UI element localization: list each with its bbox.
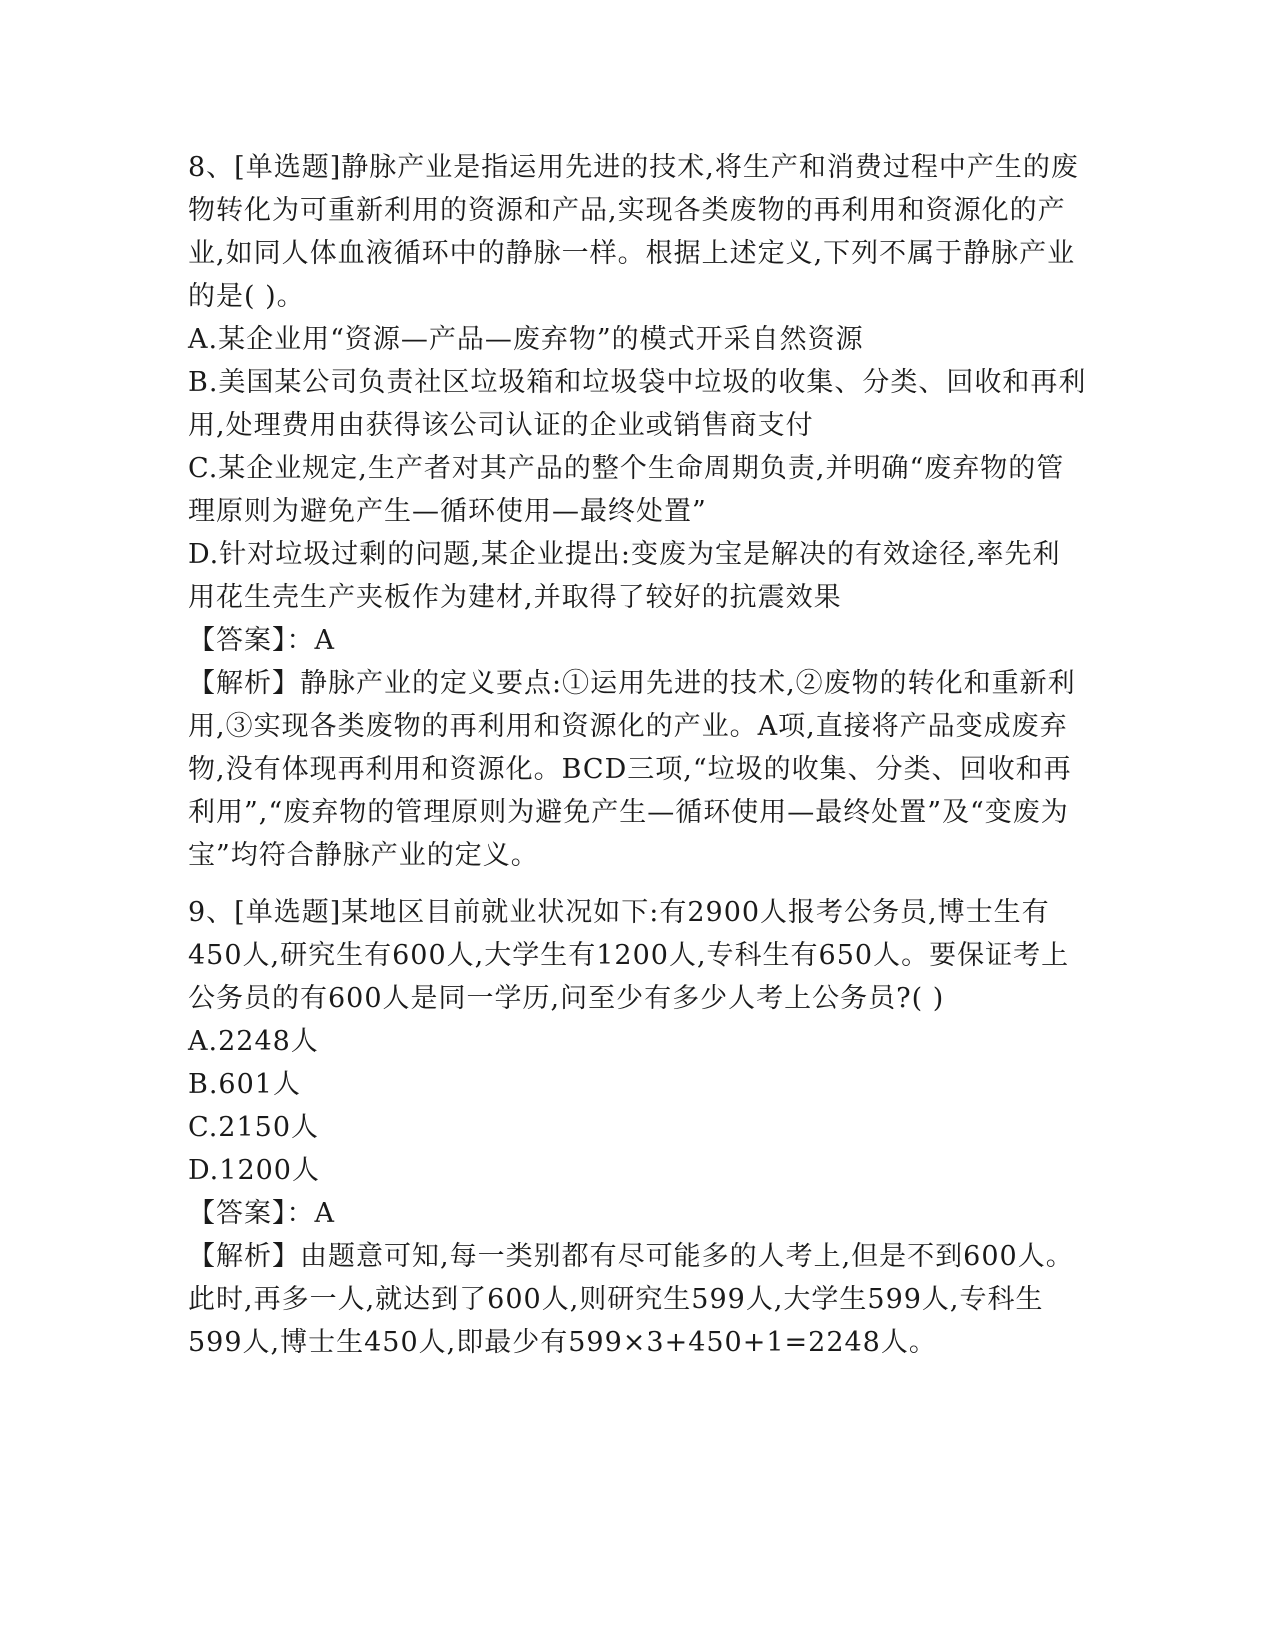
answer: 【答案】：A [188,1198,335,1229]
answer: 【答案】：A [188,625,335,656]
option-c: C.2150人 [188,1112,319,1143]
option-a: A.某企业用“资源—产品—废弃物”的模式开采自然资源 [188,324,864,355]
analysis: 【解析】静脉产业的定义要点:①运用先进的技术,②废物的转化和重新利用,③实现各类废物的再利用和资源化的产业。A项,直接将产品变成废弃物,没有体现再利用和资源化。BCD三项,“垃圾的收集、分类、回收和再利用”,“废弃物的管理原则为避免产生—循环使用—最终处置”及“变废为宝”均符合静脉产业的定义。 [188,668,1076,871]
option-d: D.针对垃圾过剩的问题,某企业提出:变废为宝是解决的有效途径,率先利用花生壳生产夹板作为建材,并取得了较好的抗震效果 [188,539,1061,613]
question-stem: 9、[单选题]某地区目前就业状况如下:有2900人报考公务员,博士生有450人,研究生有600人,大学生有1200人,专科生有650人。要保证考上公务员的有600人是同一学历,问至少有多少人考上公务员?( ) [188,897,1070,1014]
question-8 [188,146,1088,877]
analysis: 【解析】由题意可知,每一类别都有尽可能多的人考上,但是不到600人。此时,再多一人,就达到了600人,则研究生599人,大学生599人,专科生599人,博士生450人,即最少有599×3+450+1=2248人。 [188,1241,1074,1358]
option-d: D.1200人 [188,1155,320,1186]
question-9 [188,891,1088,1364]
option-a: A.2248人 [188,1026,319,1057]
question-stem: 8、[单选题]静脉产业是指运用先进的技术,将生产和消费过程中产生的废物转化为可重新利用的资源和产品,实现各类废物的再利用和资源化的产业,如同人体血液循环中的静脉一样。根据上述定义,下列不属于静脉产业的是( )。 [188,152,1079,312]
option-b: B.美国某公司负责社区垃圾箱和垃圾袋中垃圾的收集、分类、回收和再利用,处理费用由获得该公司认证的企业或销售商支付 [188,367,1087,441]
option-b: B.601人 [188,1069,301,1100]
option-c: C.某企业规定,生产者对其产品的整个生命周期负责,并明确“废弃物的管理原则为避免产生—循环使用—最终处置” [188,453,1065,527]
document-page [188,146,1088,1364]
